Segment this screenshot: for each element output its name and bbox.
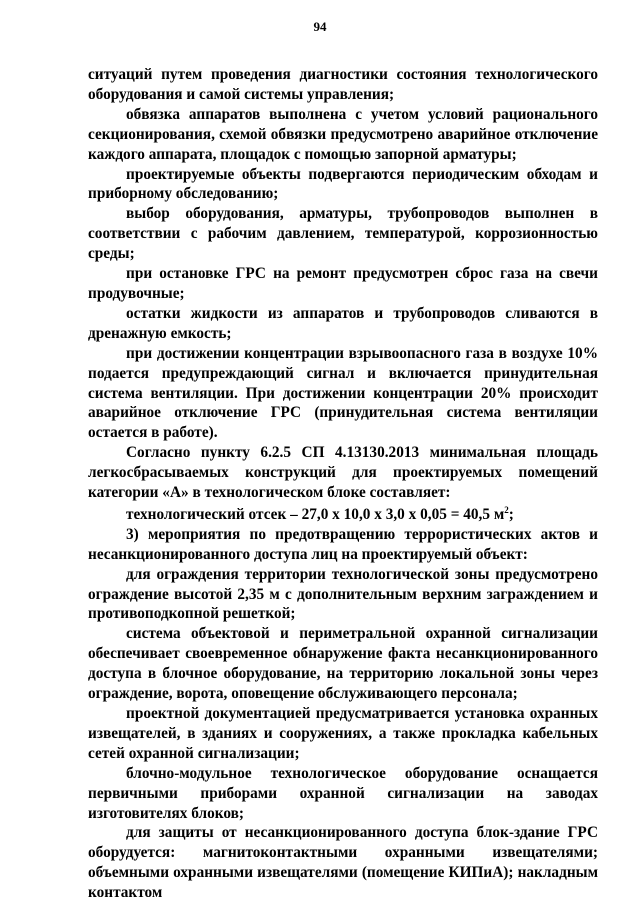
- page-number: 94: [313, 19, 327, 34]
- paragraph-13: блочно-модульное технологическое оборудование оснащается первичными приборами охранной сигнализации на заводах изготовителях блоков;: [88, 764, 598, 822]
- paragraph-7: при достижении концентрации взрывоопасного газа в воздухе 10% подается предупреждающий сигнал и включается принудительная система вентиляции. При достижении концентрации 20% происходит аварийное отключение ГРС (принудительная система вентиляции остается в работе).: [88, 344, 598, 442]
- paragraph-4: выбор оборудования, арматуры, трубопроводов выполнен в соответствии с рабочим давлением, температурой, коррозионностью среды;: [88, 205, 598, 263]
- paragraph-2: обвязка аппаратов выполнена с учетом условий рационального секционирования, схемой обвязки предусмотрено аварийное отключение каждого аппарата, площадок с помощью запорной арматуры;: [88, 105, 598, 163]
- formula-superscript: 2: [504, 504, 509, 515]
- paragraph-11: система объектовой и периметральной охранной сигнализации обеспечивает своевременное обнаружение факта несанкционированного доступа в блочное оборудование, на территорию локальной зоны через ограждение, ворота, оповещение обслуживающего персонала;: [88, 625, 598, 703]
- formula-line: [88, 505, 598, 525]
- paragraph-9: 3) мероприятия по предотвращению террористических актов и несанкционированного доступа лиц на проектируемый объект:: [88, 525, 598, 563]
- paragraph-1: ситуаций путем проведения диагностики состояния технологического оборудования и самой системы управления;: [88, 66, 598, 103]
- document-body: [88, 65, 598, 903]
- paragraph-5: при остановке ГРС на ремонт предусмотрен сброс газа на свечи продувочные;: [88, 265, 598, 302]
- formula-suffix: ;: [508, 505, 514, 523]
- formula-text: технологический отсек – 27,0 х 10,0 х 3,0 х 0,05 = 40,5 м: [126, 505, 505, 523]
- paragraph-12: проектной документацией предусматривается установка охранных извещателей, в зданиях и сооружениях, а также прокладка кабельных сетей охранной сигнализации;: [88, 705, 598, 762]
- paragraph-3: проектируемые объекты подвергаются периодическим обходам и приборному обследованию;: [88, 165, 598, 203]
- paragraph-8: Согласно пункту 6.2.5 СП 4.13130.2013 минимальная площадь легкосбрасываемых конструкций для проектируемых помещений категории «А» в технологическом блоке составляет:: [88, 444, 598, 502]
- paragraph-10: для ограждения территории технологической зоны предусмотрено ограждение высотой 2,35 м с дополнительным верхним заграждением и противоподкопной решеткой;: [88, 565, 598, 623]
- paragraph-6: остатки жидкости из аппаратов и трубопроводов сливаются в дренажную емкость;: [88, 304, 598, 342]
- paragraph-14: для защиты от несанкционированного доступа блок-здание ГРС оборудуется: магнитоконтактными охранными извещателями; объемными охранными извещателями (помещение КИПиА); накладным контактом: [88, 824, 598, 902]
